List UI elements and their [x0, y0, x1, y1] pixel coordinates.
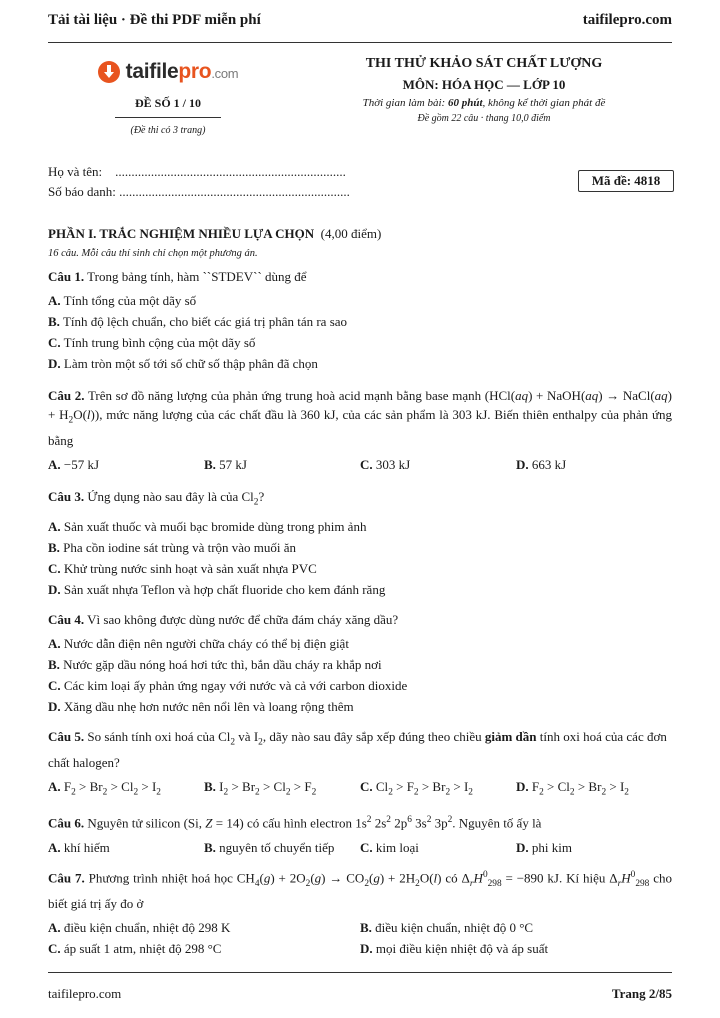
- option-5b[interactable]: B. $I_2 > Br_2 > Cl_2 > F_2$: [204, 778, 317, 798]
- options-6: [48, 837, 672, 858]
- option-1c[interactable]: C. Tính trung bình cộng của một dãy số: [48, 335, 256, 350]
- options-7-row1: [48, 917, 672, 938]
- page-count-note: (Đề thi có 3 trang): [130, 125, 206, 136]
- student-info: [48, 162, 350, 202]
- options-5: [48, 776, 672, 804]
- option-7b[interactable]: B. điều kiện chuẩn, nhiệt độ 0 °C: [360, 919, 534, 935]
- option-7d[interactable]: D. mọi điều kiện nhiệt độ và áp suất: [360, 940, 549, 956]
- exam-subject: MÔN: HÓA HỌC — LỚP 10: [402, 77, 566, 92]
- option-5c[interactable]: C. $Cl_2 > F_2 > Br_2 > I_2$: [360, 778, 473, 798]
- option-3c[interactable]: C. Khử trùng nước sinh hoạt và sản xuất nhựa PVC: [48, 561, 317, 577]
- footer-site[interactable]: taifilepro.com: [48, 986, 122, 1001]
- exam-summary: Đề gồm 22 câu · thang 10,0 điểm: [417, 113, 551, 124]
- option-4c[interactable]: C. Các kim loại ấy phản ứng ngay với nước và cả với carbon dioxide: [48, 678, 408, 694]
- option-5a[interactable]: A. $F_2 > Br_2 > Cl_2 > I_2$: [48, 778, 161, 798]
- option-6d[interactable]: D. phi kim: [516, 839, 572, 855]
- question-1: Câu 1. Trong bảng tính, hàm ``STDEV`` dùng để: [48, 269, 307, 284]
- option-3d[interactable]: D. Sản xuất nhựa Teflon và hợp chất fluoride cho kem đánh răng: [48, 582, 386, 598]
- option-1b[interactable]: B. Tính độ lệch chuẩn, cho biết các giá trị phân tán ra sao: [48, 314, 348, 329]
- option-4b[interactable]: B. Nước gặp dầu nóng hoá hơi tức thì, bắn dầu cháy ra khắp nơi: [48, 657, 382, 673]
- option-4a[interactable]: A. Nước dẫn điện nên người chữa cháy có thể bị điện giật: [48, 636, 349, 652]
- option-7c[interactable]: C. áp suất 1 atm, nhiệt độ 298 °C: [48, 940, 222, 956]
- id-field[interactable]: .......................................................................: [119, 184, 350, 199]
- option-1d[interactable]: D. Làm tròn một số tới số chữ số thập phân đã chọn: [48, 356, 318, 371]
- top-bar: [48, 12, 672, 34]
- exam-number-rule: [115, 117, 221, 118]
- question-3: Câu 3. Ứng dụng nào sau đây là của $Cl_2$?: [48, 488, 265, 508]
- logo-block: [88, 58, 248, 136]
- options-2: [48, 454, 672, 475]
- exam-time: Thời gian làm bài: 60 phút, không kể thời gian phát đề: [362, 97, 606, 109]
- name-label: Họ và tên:: [48, 164, 103, 179]
- part-instruction: 16 câu. Mỗi câu thí sinh chỉ chọn một phương án.: [48, 248, 258, 259]
- footer-divider: [48, 972, 672, 973]
- options-7-row2: [48, 938, 672, 959]
- exam-code-box: Mã đề: 4818: [578, 170, 674, 192]
- question-7: Câu 7. Phương trình nhiệt hoá học $CH_4(g) + 2O_2(g) \to CO_2(g) + 2H_2O(l)$ có $\Delta_rH^0_{298} = -890$ kJ. Kí hiệu $\Delta_rH^0_{298}$ cho biết giá trị ấy đo ở: [48, 869, 672, 911]
- id-label: Số báo danh:: [48, 184, 116, 199]
- option-6b[interactable]: B. nguyên tố chuyển tiếp: [204, 839, 335, 855]
- question-5: Câu 5. So sánh tính oxi hoá của $Cl_2$ và $I_2$, dãy nào sau đây sắp xếp đúng theo chiều giảm dần tính oxi hoá của các đơn chất halogen?: [48, 729, 667, 770]
- exam-content: [48, 226, 672, 959]
- option-4d[interactable]: D. Xăng dầu nhẹ hơn nước nên nổi lên và loang rộng thêm: [48, 699, 354, 715]
- part-title: PHẦN I. TRẮC NGHIỆM NHIỀU LỰA CHỌN (4,00 điểm): [48, 226, 382, 241]
- option-1a[interactable]: A. Tính tổng của một dãy số: [48, 293, 197, 308]
- exam-title: THI THỬ KHẢO SÁT CHẤT LƯỢNG: [365, 56, 603, 71]
- question-2: Câu 2. Trên sơ đồ năng lượng của phản ứng trung hoà acid mạnh bằng base mạnh (HCl(aq) + NaOH(aq) → NaCl(aq) + $H_2O(l)$), mức năng lượng của các chất đầu là 360 kJ, của các sản phẩm là 303 kJ. Biến thiên enthalpy của phản ứng bằng: [48, 388, 673, 448]
- question-4: Câu 4. Vì sao không được dùng nước để chữa đám cháy xăng dầu?: [48, 612, 399, 628]
- logo[interactable]: [88, 58, 248, 86]
- option-7a[interactable]: A. điều kiện chuẩn, nhiệt độ 298 K: [48, 919, 231, 935]
- option-6c[interactable]: C. kim loại: [360, 839, 419, 855]
- question-6: Câu 6. Nguyên tử silicon (Si, Z = 14) có cấu hình electron $1s^2$ $2s^2$ $2p^6$ $3s^2$ $3p^2$. Nguyên tố ấy là: [48, 815, 542, 831]
- top-bar-left: Tải tài liệu · Đề thi PDF miễn phí: [48, 12, 261, 28]
- option-2c[interactable]: C. 303 kJ: [360, 456, 411, 472]
- option-6a[interactable]: A. khí hiếm: [48, 839, 110, 855]
- option-3a[interactable]: A. Sản xuất thuốc và muối bạc bromide dùng trong phim ảnh: [48, 519, 367, 535]
- exam-number: ĐỀ SỐ 1 / 10: [134, 96, 201, 110]
- top-bar-site[interactable]: taifilepro.com: [582, 12, 672, 28]
- page-footer: [48, 986, 672, 1002]
- page-number: Trang 2/85: [611, 986, 672, 1001]
- top-divider: [48, 42, 672, 43]
- exam-header: [48, 56, 672, 146]
- option-2d[interactable]: D. 663 kJ: [516, 456, 567, 472]
- name-field[interactable]: .......................................................................: [115, 164, 346, 179]
- option-2b[interactable]: B. 57 kJ: [204, 456, 247, 472]
- option-2a[interactable]: A. −57 kJ: [48, 456, 100, 472]
- download-icon: [98, 61, 120, 83]
- option-3b[interactable]: B. Pha cồn iodine sát trùng và trộn vào muối ăn: [48, 540, 297, 556]
- option-5d[interactable]: D. $F_2 > Cl_2 > Br_2 > I_2$: [516, 778, 629, 798]
- logo-text: taifilepro.com: [125, 60, 239, 83]
- title-block: [316, 56, 652, 124]
